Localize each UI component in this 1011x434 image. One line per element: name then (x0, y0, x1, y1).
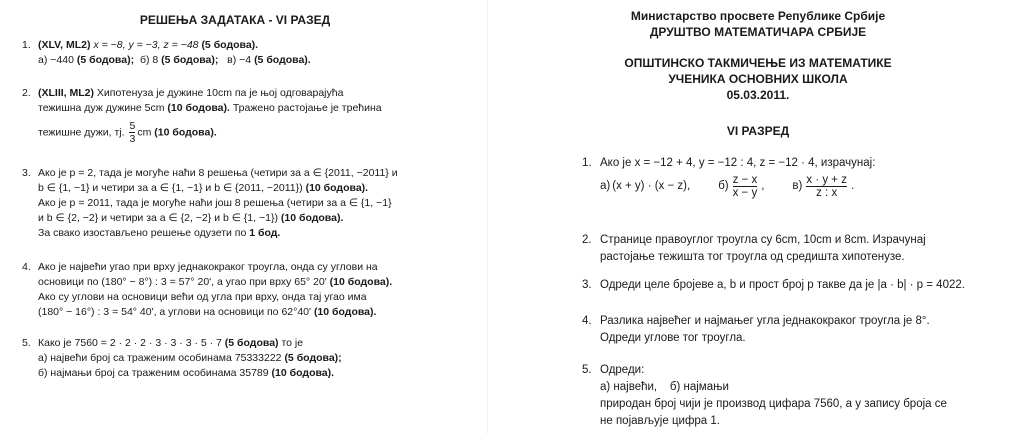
competition-title-line1: ОПШТИНСКО ТАКМИЧЕЊЕ ИЗ МАТЕМАТИКЕ (624, 56, 892, 70)
fraction-five-thirds: $\frac{5}{3}$ (129, 120, 136, 145)
solution-3: 3. Ако је p = 2, тада је могуће наћи 8 решења (четири за a ∈ {2011, −2011} и b ∈ {1, −1} и четири за a ∈ {1, −1} и b ∈ {2011, −2011}) (10 бодова). Ако је p = 2011, тада је могуће наћи још 8 решења (четири за a ∈ {1, −1} и b ∈ {2, −2} и четири за a ∈ {2, −2} и b ∈ {1, −1}) (10 бодова). За свако изостављено решење одузети по 1 бод. (22, 167, 398, 239)
solution-4: 4. Ако је највећи угао при врху једнакокраког троугла, онда су углови на основици по (180° − 8°) : 3 = 57° 20', а угао при врху 65° 20' (10 бодова). Ако су углови на основици већи од угла при врху, онда тај угао има (180° − 16°) : 3 = 54° 40', а углови на основици по 62°40' (10 бодова). (22, 261, 393, 318)
ministry-name: Министарство просвете Републике Србије (630, 9, 886, 23)
problem-2: 2. Странице правоуглог троугла су 6cm, 10cm и 8cm. Израчунај растојање тежишта тог троугла од средишта хипотенузе. (582, 234, 926, 263)
solution-5: 5. Како је 7560 = 2 · 2 · 2 · 3 · 3 · 3 · 5 · 7 (5 бодова) то је а) највећи број са траженим особинама 75333222 (5 бодова); б) најмањи број са траженим особинама 35789 (10 бодова). (22, 337, 342, 379)
society-name: ДРУШТВО МАТЕМАТИЧАРА СРБИЈЕ (649, 25, 867, 39)
fraction-c: $\frac{x \cdot y + z}{z : x}$ (806, 174, 847, 199)
competition-title-line2: УЧЕНИКА ОСНОВНИХ ШКОЛА (668, 72, 848, 86)
problem-1: 1. Ако је x = −12 + 4, y = −12 : 4, z = −12 · 4, израчунај: а) (x + y) · (x − z), б) $\frac{z - x}{x - y}$ , в) $\frac{x \cdot y + z}{z : x}$ . (600, 155, 1000, 199)
problem-4: 4. Разлика највећег и најмањег угла једнакокраког троугла је 8°. Одреди углове тог троугла. (582, 315, 930, 344)
page-divider (487, 0, 488, 434)
competition-page (505, 0, 1011, 434)
problem-1-choices: а) (x + y) · (x − z), б) $\frac{z - x}{x - y}$ , в) $\frac{x \cdot y + z}{z : x}$ . (600, 174, 855, 199)
problem-3: 3. Одреди целе бројеве a, b и прост број p такве да је |a · b| · p = 4022. (582, 279, 965, 291)
competition-date: 05.03.2011. (726, 88, 790, 102)
solution-1: 1. (XLV, ML2) x = −8, y = −3, z = −48 (5 бодова). а) −440 (5 бодова); б) 8 (5 бодова); в) −4 (5 бодова). (22, 39, 311, 66)
fraction-b: $\frac{z - x}{x - y}$ (732, 174, 758, 199)
solutions-page (0, 0, 470, 434)
problem-5: 5. Одреди: а) највећи, б) најмањи природан број чији је производ цифара 7560, а у запису броја се не појављује цифра 1. (582, 364, 947, 427)
grade-title: VI РАЗРЕД (726, 124, 790, 138)
solution-number: 1. (22, 39, 31, 51)
solutions-title: РЕШЕЊА ЗАДАТАКА - VI РАЗЕД (139, 13, 331, 27)
solution-2: 2. (XLIII, ML2) Хипотенуза је дужине 10cm па је њој одговарајућа тежишна дуж дужине 5cm (10 бодова). Тражено растојање је трећина тежишне дужи, тј. $\frac{5}{3}$ cm (10 бодова). (22, 87, 382, 145)
